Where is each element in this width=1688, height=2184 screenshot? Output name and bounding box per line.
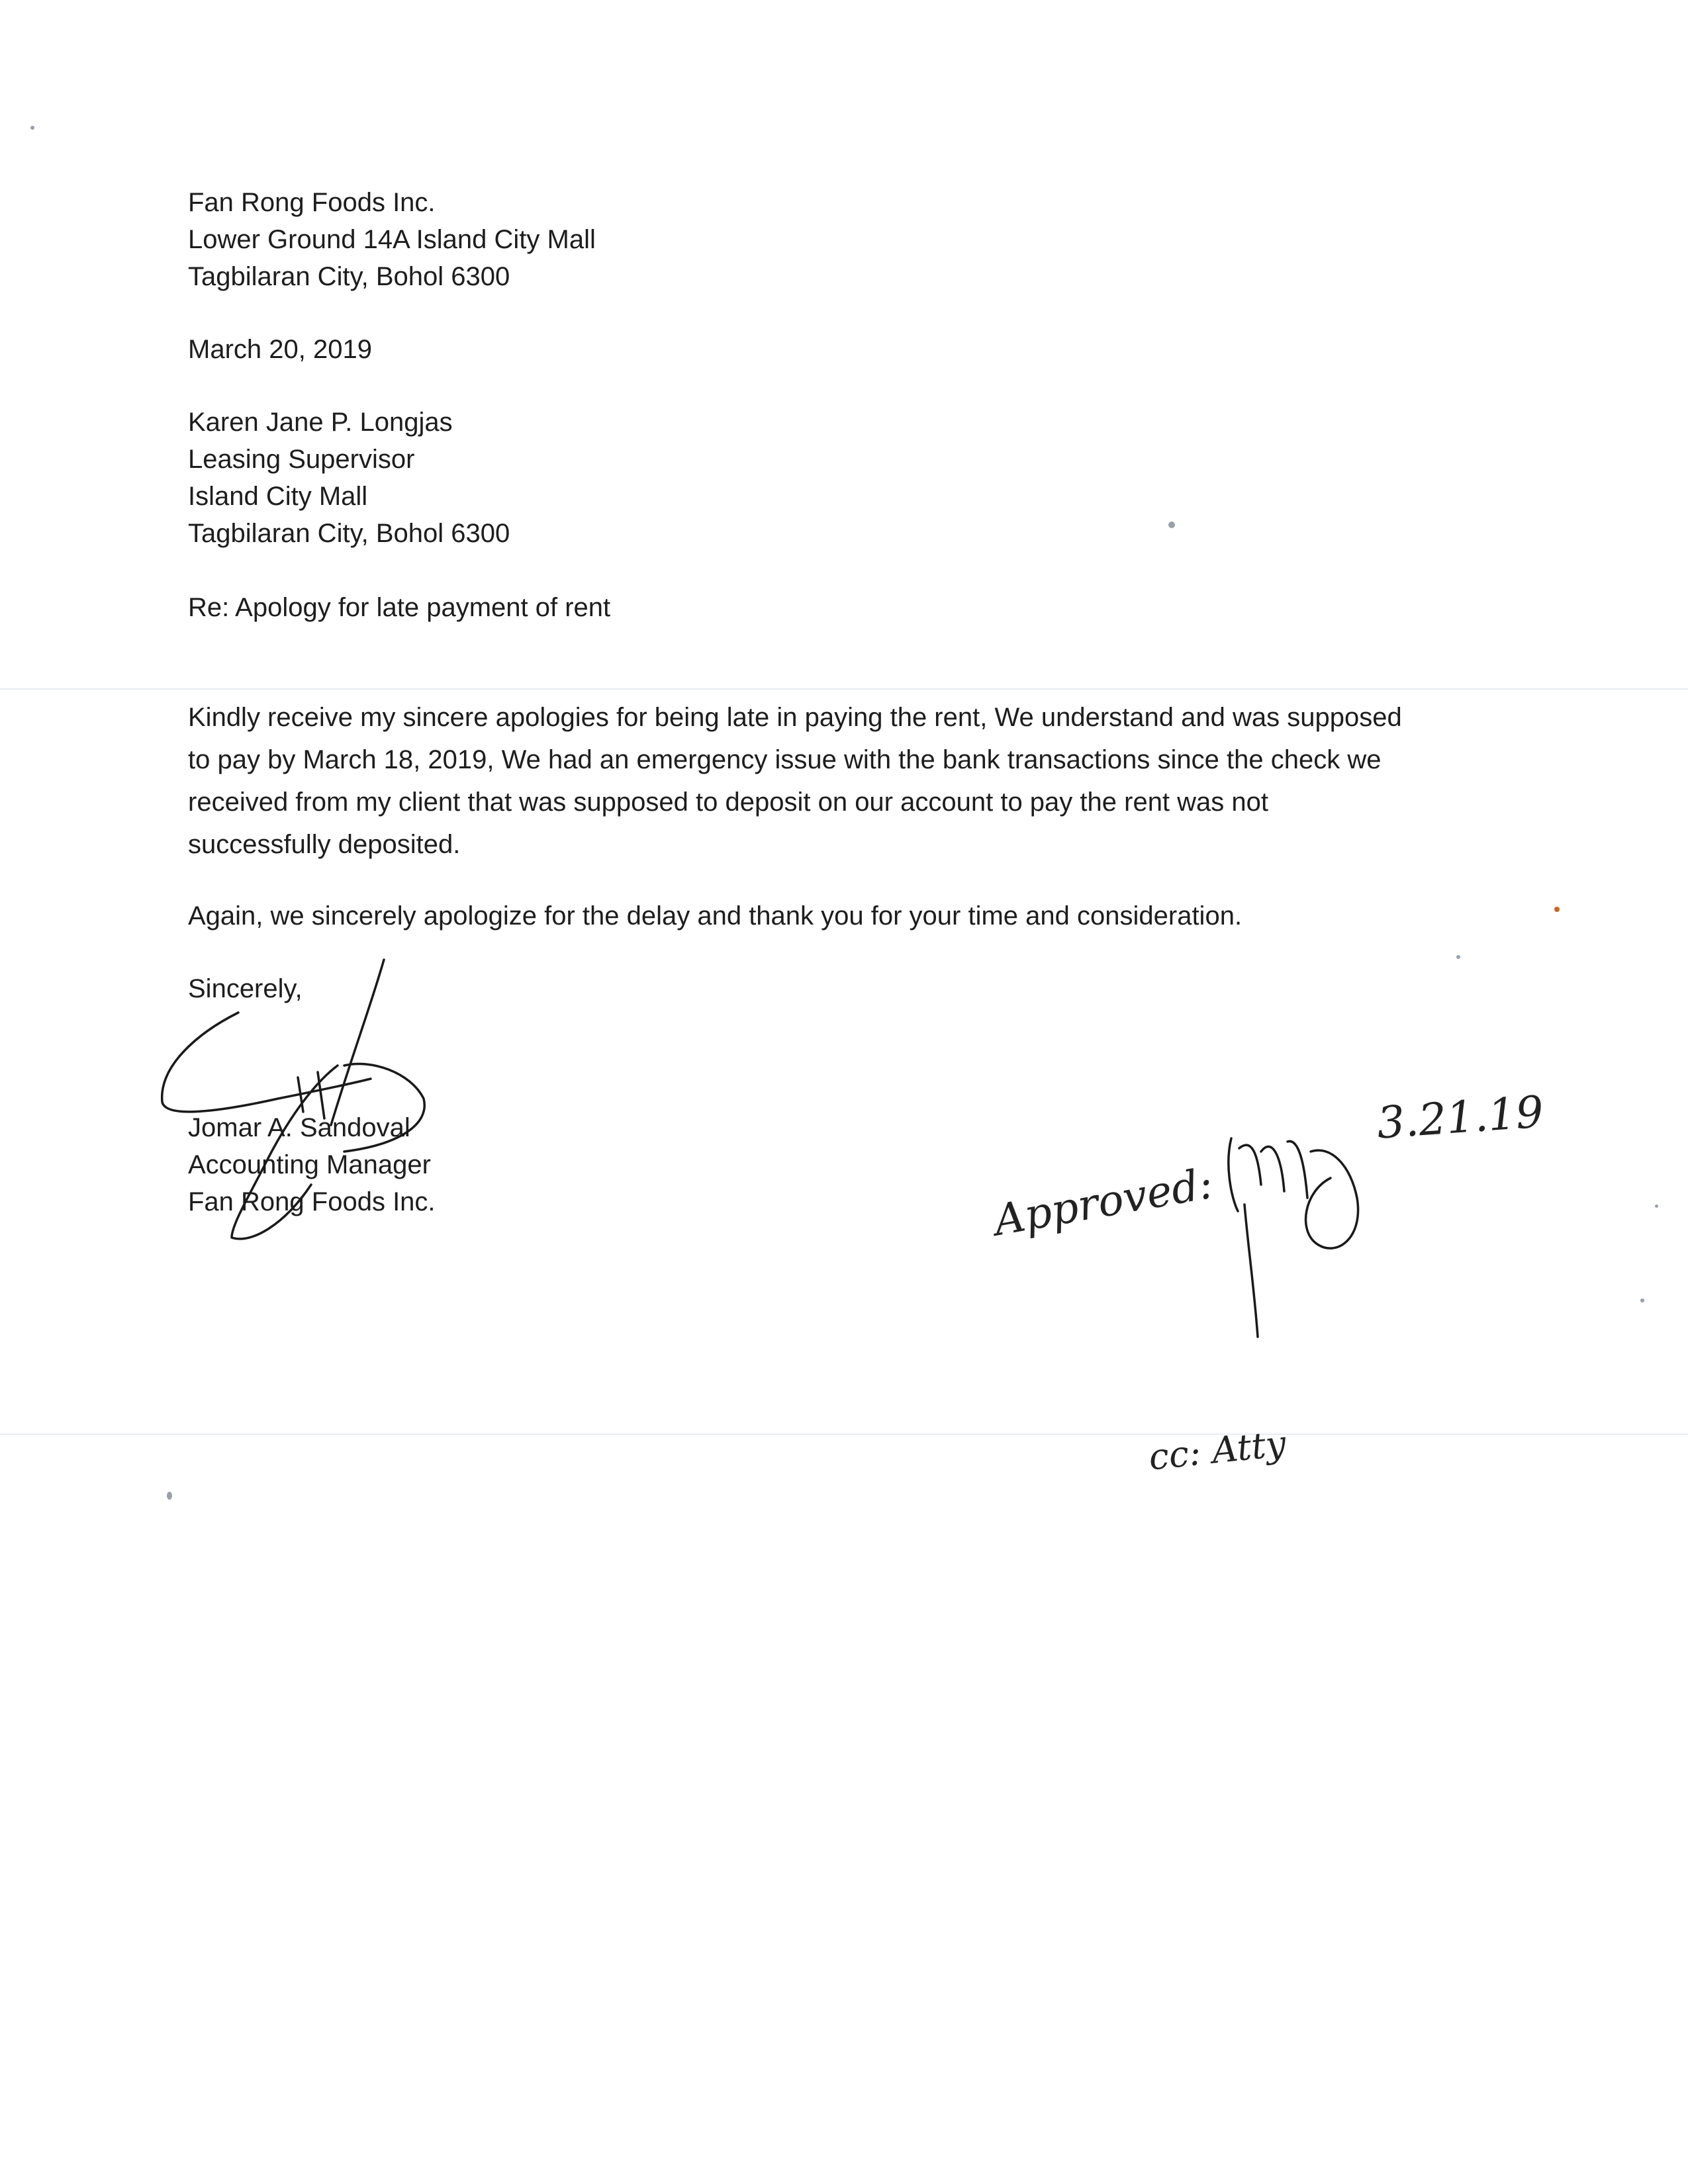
subject-line: Re: Apology for late payment of rent — [188, 593, 611, 622]
body-paragraph2: Again, we sincerely apologize for the delay and thank you for your time and consideration. — [188, 901, 1243, 931]
signatory-title: Accounting Manager — [188, 1150, 431, 1179]
body-paragraph1-line: to pay by March 18, 2019, We had an emergency issue with the bank transactions since the check we — [188, 745, 1382, 774]
recipient-title: Leasing Supervisor — [188, 445, 415, 474]
recipient-name: Karen Jane P. Longjas — [188, 408, 453, 437]
sender-signature — [162, 960, 425, 1239]
cc-annotation: cc: Atty — [1147, 1422, 1288, 1479]
letter-date: March 20, 2019 — [188, 335, 372, 364]
recipient-company: Island City Mall — [188, 482, 368, 511]
sender-company: Fan Rong Foods Inc. — [188, 188, 436, 217]
body-paragraph1-line: successfully deposited. — [188, 830, 461, 859]
approved-annotation: Approved: — [990, 1159, 1217, 1246]
signatory-company: Fan Rong Foods Inc. — [188, 1187, 436, 1216]
sender-address-line2: Tagbilaran City, Bohol 6300 — [188, 262, 510, 291]
approver-signature — [1229, 1138, 1358, 1337]
recipient-address: Tagbilaran City, Bohol 6300 — [188, 519, 510, 548]
body-paragraph1-line: Kindly receive my sincere apologies for being late in paying the rent, We understand and was supposed — [188, 703, 1402, 732]
closing: Sincerely, — [188, 974, 303, 1003]
approved-date: 3.21.19 — [1375, 1086, 1546, 1149]
body-paragraph1-line: received from my client that was supposed to deposit on our account to pay the rent was not — [188, 788, 1269, 817]
sender-address-line1: Lower Ground 14A Island City Mall — [188, 225, 596, 254]
signatory-name: Jomar A. Sandoval — [188, 1113, 410, 1142]
